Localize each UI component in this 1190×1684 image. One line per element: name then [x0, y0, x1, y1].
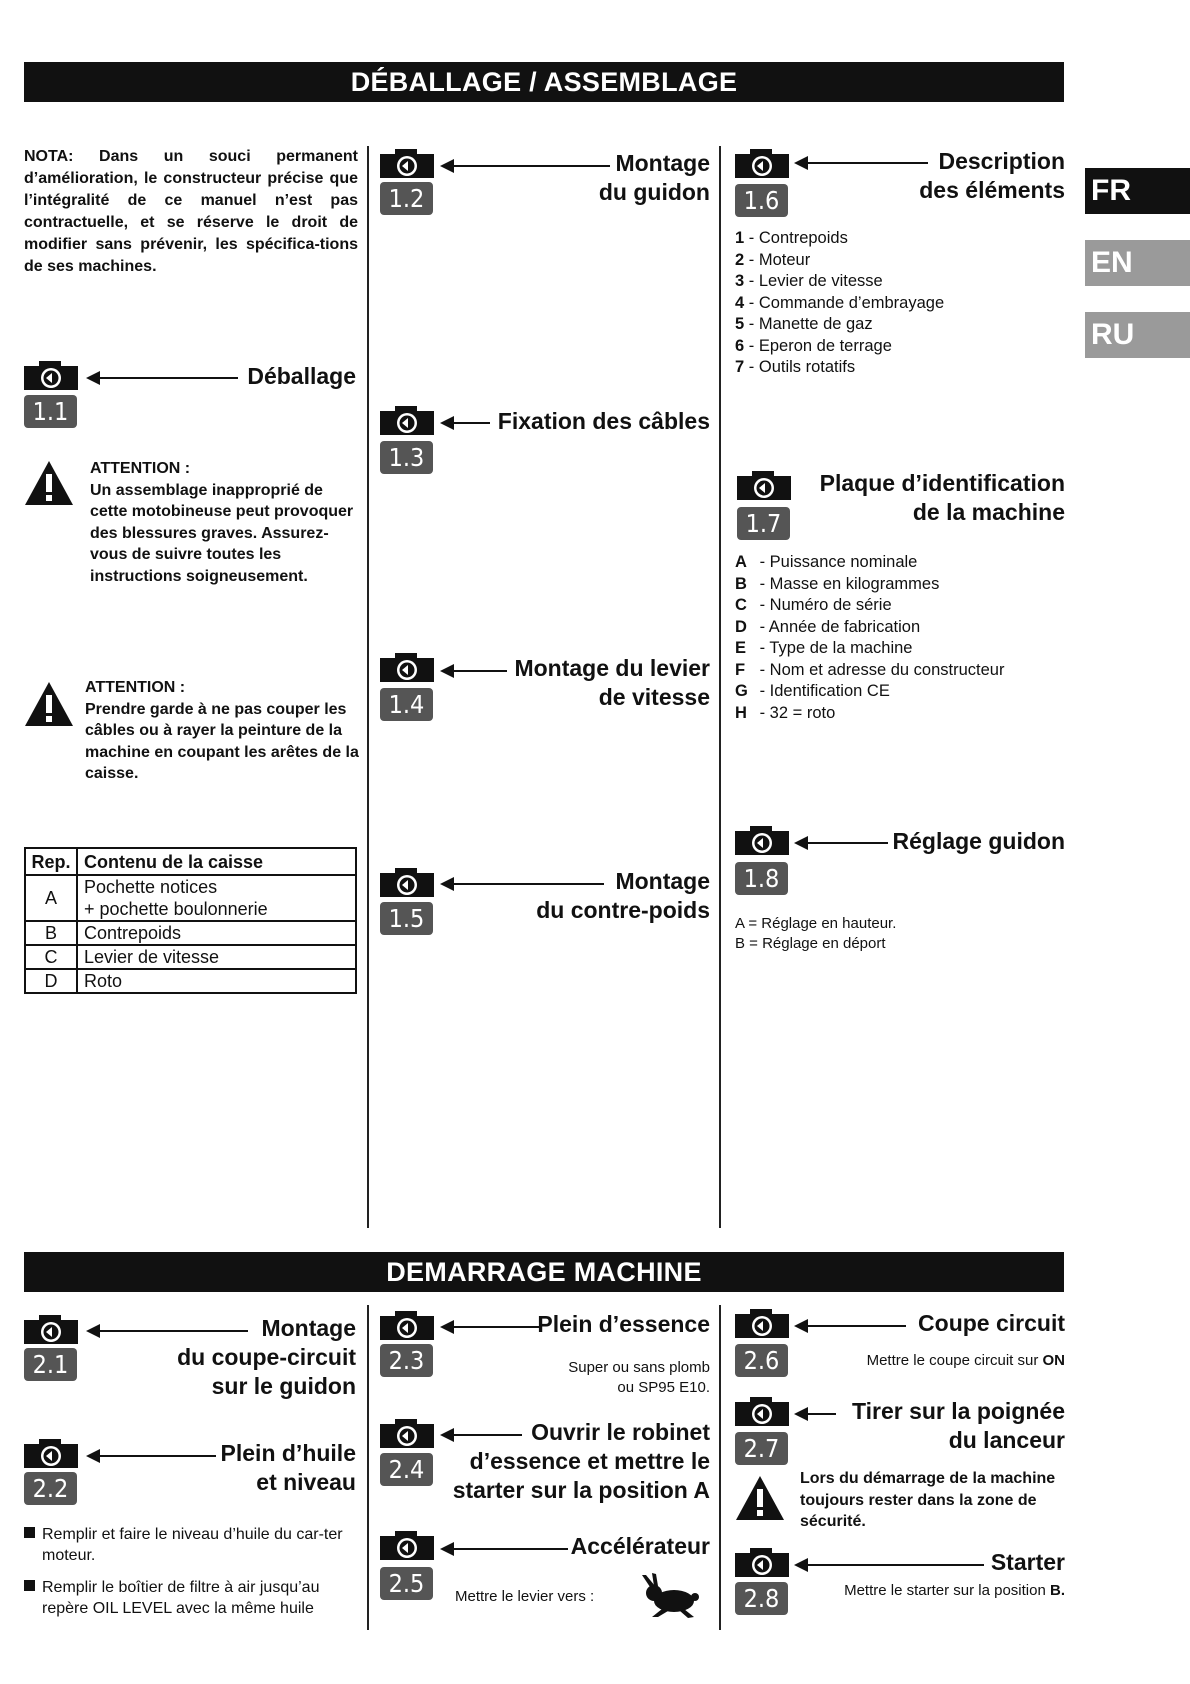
step-title-1-3: Fixation des câbles — [497, 408, 710, 434]
camera-icon — [735, 1308, 789, 1338]
list-item: 3 - Levier de vitesse — [735, 272, 883, 290]
item-key: C — [735, 596, 747, 614]
title-line: Plaque d’identification — [819, 470, 1065, 496]
item-label: Numéro de série — [769, 596, 892, 614]
step-title-1-4 — [470, 654, 710, 712]
list-item: 1 - Contrepoids — [735, 229, 848, 247]
title-line: du guidon — [598, 179, 710, 205]
list-item: 4 - Commande d’embrayage — [735, 293, 945, 312]
title-line: Plein d’huile — [220, 1440, 356, 1466]
column-divider — [367, 1305, 369, 1630]
table-header: Contenu de la caisse — [77, 848, 356, 875]
table-cell-rep: B — [25, 921, 77, 945]
title-line: Montage — [615, 150, 710, 176]
item-key: H — [735, 703, 747, 722]
camera-icon — [735, 148, 789, 178]
camera-icon — [24, 360, 78, 390]
throttle-note: Mettre le levier vers : — [455, 1588, 595, 1605]
item-key: A — [735, 553, 747, 571]
table-cell-rep: C — [25, 945, 77, 969]
step-title-2-1 — [120, 1314, 356, 1401]
camera-icon — [380, 405, 434, 435]
title-line: du coupe-circuit — [177, 1344, 356, 1370]
step-title-2-2 — [150, 1439, 356, 1497]
title-line: d’essence et mettre le — [469, 1448, 710, 1474]
list-item: A - Puissance nominale — [735, 552, 1065, 574]
step-badge-1-1: 1.1 — [24, 395, 77, 428]
list-item: E - Type de la machine — [735, 638, 1065, 660]
attention-label: ATTENTION : — [85, 679, 186, 696]
list-item: G - Identification CE — [735, 681, 1065, 703]
guidon-note-a: A = Réglage en hauteur. — [735, 915, 897, 932]
table-cell-line: + pochette boulonnerie — [84, 899, 268, 919]
item-label: Nom et adresse du constructeur — [769, 660, 1005, 679]
step-title-1-7 — [800, 469, 1065, 527]
title-line: du contre-poids — [536, 897, 710, 923]
note-value: B. — [1050, 1582, 1065, 1599]
bullet-text: Remplir le boîtier de filtre à air jusqu’au repère OIL LEVEL avec la même huile — [42, 1579, 320, 1617]
step-badge-2-1: 2.1 — [24, 1348, 77, 1381]
bullet-icon — [24, 1527, 35, 1538]
item-key: F — [735, 660, 746, 679]
item-key: G — [735, 682, 748, 700]
step-title-2-3: Plein d’essence — [537, 1311, 710, 1337]
title-line: de vitesse — [598, 684, 710, 710]
table-cell-rep: A — [25, 875, 77, 921]
item-number: 3 — [735, 272, 745, 290]
step-badge-1-5: 1.5 — [380, 902, 433, 935]
guidon-notes — [735, 914, 1055, 954]
item-label: Manette de gaz — [758, 315, 873, 333]
list-item: D - Année de fabrication — [735, 617, 1065, 639]
step-title-1-6 — [820, 147, 1065, 205]
item-label: Type de la machine — [769, 639, 913, 657]
item-label: Moteur — [758, 250, 811, 269]
arrow-icon — [442, 1548, 568, 1550]
arrow-icon — [442, 1326, 540, 1328]
item-number: 6 — [735, 336, 745, 355]
camera-icon — [380, 1310, 434, 1340]
camera-icon — [380, 652, 434, 682]
nota-text: Dans un souci permanent d’amélioration, le constructeur précise que l’intégralité de ce manuel n’est pas contractuelle, et se réserve le droit de modifier sans prévenir, les spécifica-tions de ses machines. — [24, 148, 359, 275]
step-title-2-5: Accélérateur — [570, 1533, 710, 1559]
camera-icon — [737, 470, 791, 500]
title-line: Montage du levier — [514, 655, 710, 681]
oil-bullets — [24, 1524, 360, 1619]
step-title-2-8: Starter — [990, 1549, 1065, 1575]
step-badge-2-2: 2.2 — [24, 1472, 77, 1505]
table-header-row — [25, 848, 356, 875]
attention-text: Prendre garde à ne pas couper les câbles ou à rayer la peinture de la machine en coupant les arêtes de la caisse. — [85, 700, 359, 782]
item-label: Identification CE — [769, 682, 890, 700]
camera-icon — [735, 1547, 789, 1577]
step-badge-2-6: 2.6 — [735, 1344, 788, 1377]
camera-icon — [380, 867, 434, 897]
note-line: Super ou sans plomb — [568, 1359, 710, 1376]
table-row — [25, 945, 356, 969]
list-item — [24, 1577, 360, 1619]
item-label: 32 = roto — [769, 703, 836, 722]
lang-tab-fr[interactable]: FR — [1085, 168, 1190, 214]
title-line: Montage — [615, 868, 710, 894]
arrow-icon — [88, 377, 238, 379]
contents-table — [24, 847, 357, 994]
item-label: Année de fabrication — [768, 617, 921, 636]
table-row — [25, 875, 356, 921]
camera-icon — [380, 1418, 434, 1448]
list-item: 7 - Outils rotatifs — [735, 358, 856, 376]
starter-note — [795, 1580, 1065, 1602]
camera-icon — [24, 1438, 78, 1468]
attention-block-1 — [90, 458, 360, 587]
title-line: des éléments — [919, 177, 1065, 203]
item-label: Commande d’embrayage — [758, 293, 945, 312]
lang-tab-ru[interactable]: RU — [1085, 312, 1190, 358]
item-number: 5 — [735, 315, 745, 333]
title-line: Description — [938, 148, 1065, 174]
step-badge-1-8: 1.8 — [735, 862, 788, 895]
table-header: Rep. — [25, 848, 77, 875]
step-badge-1-2: 1.2 — [380, 182, 433, 215]
bullet-text: Remplir et faire le niveau d’huile du car-ter moteur. — [42, 1526, 343, 1564]
cutout-note — [800, 1350, 1065, 1372]
list-item: C - Numéro de série — [735, 595, 1065, 617]
step-title-1-5 — [470, 867, 710, 925]
list-item: 2 - Moteur — [735, 250, 811, 269]
item-key: B — [735, 574, 747, 593]
item-label: Puissance nominale — [769, 553, 918, 571]
step-badge-2-5: 2.5 — [380, 1567, 433, 1600]
note-text: Mettre le coupe circuit sur — [866, 1352, 1039, 1369]
rabbit-icon — [640, 1573, 702, 1619]
step-title-2-4 — [430, 1418, 710, 1505]
camera-icon — [24, 1314, 78, 1344]
step-badge-2-3: 2.3 — [380, 1344, 433, 1377]
table-row — [25, 921, 356, 945]
title-line: starter sur la position A — [452, 1477, 710, 1503]
guidon-note-b: B = Réglage en déport — [735, 935, 886, 952]
item-label: Eperon de terrage — [758, 336, 892, 355]
title-line: et niveau — [256, 1469, 356, 1495]
step-badge-1-4: 1.4 — [380, 688, 433, 721]
item-key: D — [735, 617, 747, 636]
item-label: Levier de vitesse — [758, 272, 883, 290]
elements-list — [735, 228, 1055, 379]
table-cell-rep: D — [25, 969, 77, 993]
list-item: H - 32 = roto — [735, 703, 1065, 725]
step-badge-1-7: 1.7 — [737, 507, 790, 540]
item-number: 1 — [735, 229, 745, 247]
item-number: 4 — [735, 293, 745, 312]
nota-paragraph — [24, 146, 358, 278]
title-line: du lanceur — [948, 1427, 1065, 1453]
table-cell-content: Roto — [77, 969, 356, 993]
table-cell-content: Levier de vitesse — [77, 945, 356, 969]
step-badge-2-4: 2.4 — [380, 1453, 433, 1486]
list-item: 5 - Manette de gaz — [735, 315, 873, 333]
fuel-note — [480, 1358, 710, 1398]
table-cell-content — [77, 875, 356, 921]
arrow-icon — [796, 1564, 984, 1566]
column-divider — [719, 146, 721, 1228]
attention-block-2 — [85, 677, 360, 785]
step-badge-2-8: 2.8 — [735, 1582, 788, 1615]
table-cell-line: Pochette notices — [84, 877, 218, 897]
table-cell-content: Contrepoids — [77, 921, 356, 945]
camera-icon — [380, 148, 434, 178]
camera-icon — [380, 1530, 434, 1560]
list-item: 6 - Eperon de terrage — [735, 336, 892, 355]
step-badge-1-3: 1.3 — [380, 441, 433, 474]
starter-warning-text: Lors du démarrage de la machine toujours rester dans la zone de sécurité. — [800, 1470, 1056, 1530]
bullet-icon — [24, 1580, 35, 1591]
nota-label: NOTA: — [24, 148, 74, 165]
arrow-icon — [796, 842, 888, 844]
step-badge-2-7: 2.7 — [735, 1432, 788, 1465]
item-label: Outils rotatifs — [758, 358, 856, 376]
item-number: 2 — [735, 250, 745, 269]
camera-icon — [735, 1396, 789, 1426]
warning-icon — [24, 680, 74, 728]
list-item: F - Nom et adresse du constructeur — [735, 660, 1065, 682]
table-row — [25, 969, 356, 993]
column-divider — [367, 146, 369, 1228]
section-title-deballage: DÉBALLAGE / ASSEMBLAGE — [24, 62, 1064, 102]
warning-icon — [24, 459, 74, 507]
attention-text: Un assemblage inapproprié de cette motobineuse peut provoquer des blessures graves. Assurez-vous de suivre toutes les instructions soigneusement. — [90, 481, 354, 585]
step-badge-1-6: 1.6 — [735, 184, 788, 217]
list-item — [24, 1524, 360, 1566]
plate-list — [735, 552, 1065, 724]
title-line: de la machine — [912, 499, 1065, 525]
item-key: E — [735, 639, 747, 657]
note-text: Mettre le starter sur la position — [844, 1582, 1046, 1599]
step-title-1-2 — [470, 149, 710, 207]
step-title-1-8: Réglage guidon — [892, 828, 1065, 854]
camera-icon — [735, 825, 789, 855]
section-title-demarrage: DEMARRAGE MACHINE — [24, 1252, 1064, 1292]
title-line: Ouvrir le robinet — [531, 1419, 710, 1445]
attention-label: ATTENTION : — [90, 460, 191, 477]
item-label: Contrepoids — [758, 229, 848, 247]
list-item: B - Masse en kilogrammes — [735, 574, 1065, 596]
title-line: sur le guidon — [211, 1373, 356, 1399]
column-divider — [719, 1305, 721, 1630]
step-title-2-7 — [830, 1397, 1065, 1455]
note-line: ou SP95 E10. — [617, 1379, 710, 1396]
step-title-1-1: Déballage — [247, 363, 356, 389]
item-label: Masse en kilogrammes — [769, 574, 940, 593]
item-number: 7 — [735, 358, 745, 376]
step-title-2-6: Coupe circuit — [918, 1310, 1065, 1336]
warning-icon — [735, 1474, 785, 1522]
note-value: ON — [1042, 1352, 1065, 1369]
title-line: Tirer sur la poignée — [851, 1398, 1065, 1424]
lang-tab-en[interactable]: EN — [1085, 240, 1190, 286]
title-line: Montage — [261, 1315, 356, 1341]
